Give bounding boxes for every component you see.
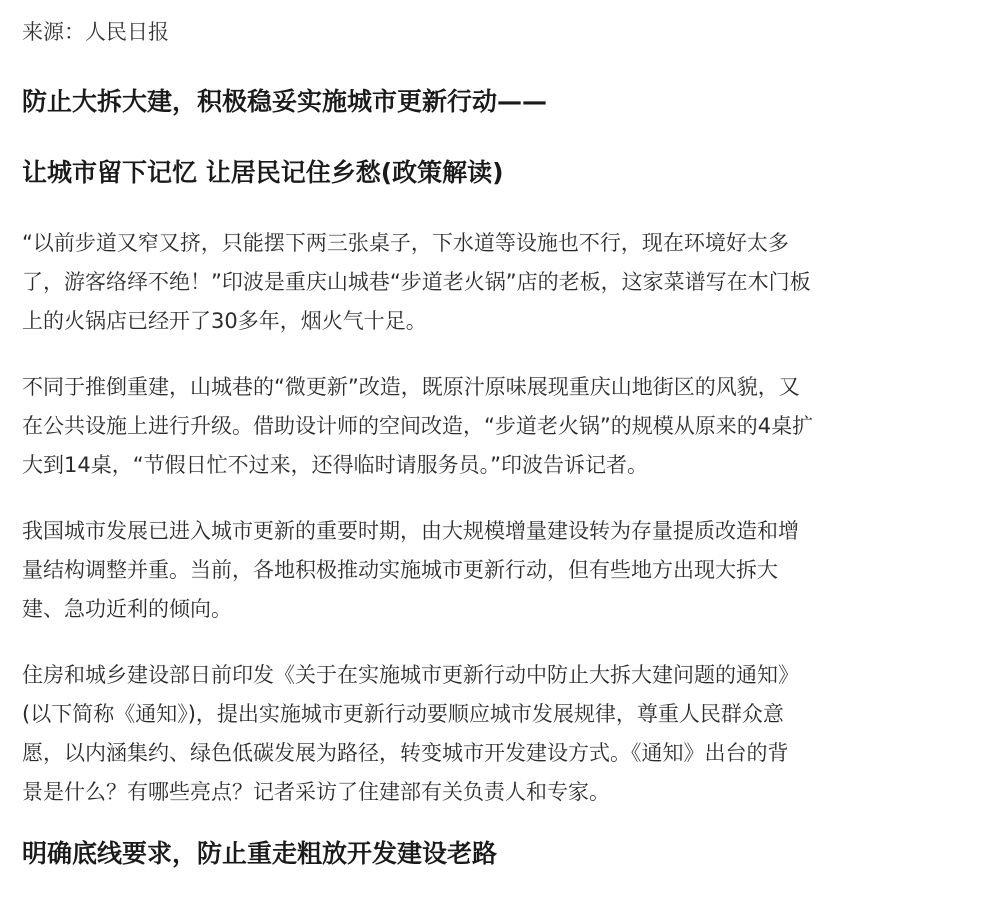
article-source: 来源：人民日报 (22, 20, 169, 44)
paragraph-line: 愿，以内涵集约、绿色低碳发展为路径，转变城市开发建设方式。《通知》出台的背 (22, 741, 789, 765)
section-heading: 明确底线要求，防止重走粗放开发建设老路 (22, 839, 498, 868)
paragraph-line: 景是什么？有哪些亮点？记者采访了住建部有关负责人和专家。 (22, 780, 610, 804)
paragraph-1 (22, 224, 982, 341)
paragraph-line: “以前步道又窄又挤，只能摆下两三张桌子，下水道等设施也不行，现在环境好太多 (22, 231, 789, 255)
paragraph-line: 在公共设施上进行升级。借助设计师的空间改造，“步道老火锅”的规模从原来的4桌扩 (22, 414, 814, 438)
paragraph-line: 大到14桌，“节假日忙不过来，还得临时请服务员。”印波告诉记者。 (22, 453, 648, 477)
paragraph-line: 量结构调整并重。当前，各地积极推动实施城市更新行动，但有些地方出现大拆大 (22, 558, 778, 582)
paragraph-2 (22, 368, 982, 485)
paragraph-line: 上的火锅店已经开了30多年，烟火气十足。 (22, 309, 427, 333)
paragraph-line: (以下简称《通知》)，提出实施城市更新行动要顺应城市发展规律，尊重人民群众意 (22, 702, 784, 726)
paragraph-line: 建、急功近利的倾向。 (22, 597, 232, 621)
paragraph-line: 住房和城乡建设部日前印发《关于在实施城市更新行动中防止大拆大建问题的通知》 (22, 663, 799, 687)
paragraph-line: 不同于推倒重建，山城巷的“微更新”改造，既原汁原味展现重庆山地街区的风貌，又 (22, 375, 800, 399)
paragraph-3 (22, 512, 982, 629)
paragraph-4 (22, 656, 982, 812)
article-title-line2: 让城市留下记忆 让居民记住乡愁(政策解读) (22, 158, 504, 187)
article-title-line1: 防止大拆大建，积极稳妥实施城市更新行动—— (22, 87, 548, 116)
paragraph-line: 我国城市发展已进入城市更新的重要时期，由大规模增量建设转为存量提质改造和增 (22, 519, 799, 543)
paragraph-line: 了，游客络绎不绝！”印波是重庆山城巷“步道老火锅”店的老板，这家菜谱写在木门板 (22, 270, 811, 294)
